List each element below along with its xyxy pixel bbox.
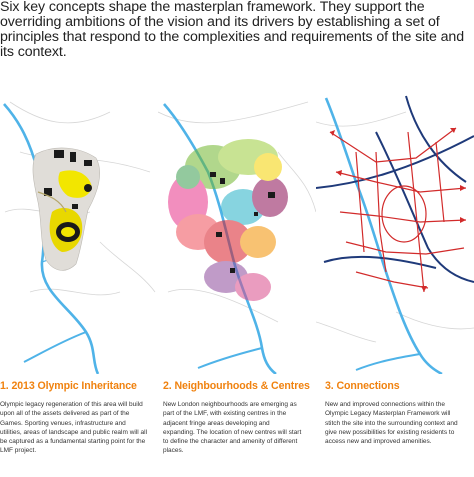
section-title-olympic-inheritance: 1. 2013 Olympic Inheritance: [0, 380, 137, 392]
section-title-connections: 3. Connections: [325, 380, 400, 392]
connections-map: [316, 92, 474, 374]
section-title-neighbourhoods-centres: 2. Neighbourhoods & Centres: [163, 380, 310, 392]
olympic-inheritance-map: [0, 92, 158, 374]
section-body-olympic-inheritance: Olympic legacy regeneration of this area will build upon all of the assets delivered as part of the Games. Sporting venues, infrastructure and utilities, areas of landscape and public realm will all be captured as a fundamental starting point for the LMF project.: [0, 401, 148, 455]
neighbourhoods-centres-map: [158, 92, 316, 374]
section-body-neighbourhoods-centres: New London neighbourhoods are emerging as part of the LMF, with existing centres in the adjacent fringe areas developing and expanding. The location of new centres will start to define the character and amenity of different places.: [163, 401, 302, 455]
neighbourhood-centres: [168, 139, 288, 301]
intro-paragraph: Six key concepts shape the masterplan framework. They support the overriding ambitions of the vision and its drivers by establishing a set of principles that respond to the complexities and requirements of the site and its context.: [0, 0, 465, 60]
section-body-connections: New and improved connections within the Olympic Legacy Masterplan Framework will stitch the site into the surrounding context and give new possibilities for existing residents to access new and improved amenities.: [325, 401, 458, 446]
